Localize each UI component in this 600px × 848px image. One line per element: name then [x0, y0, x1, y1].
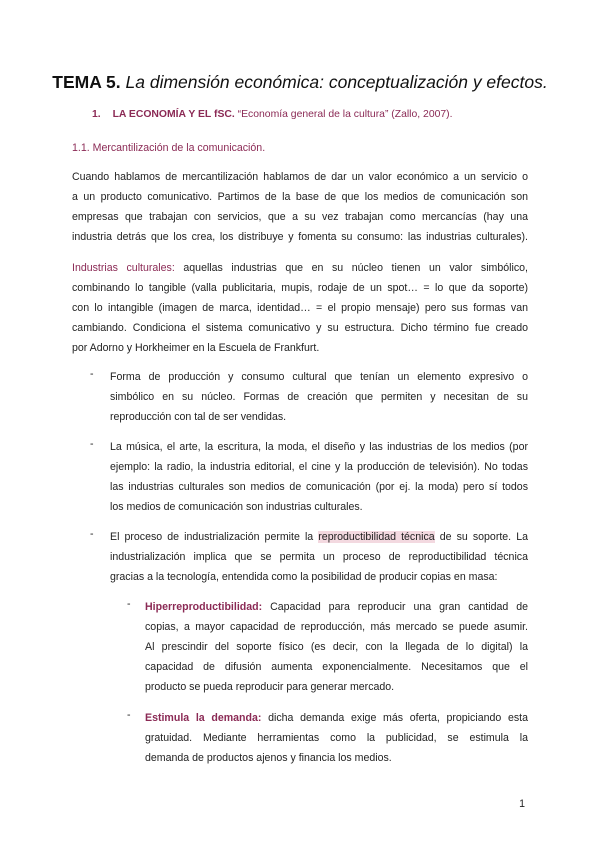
- bullet-item-industrializacion: [110, 527, 528, 587]
- paragraph-industrias-culturales: [72, 258, 528, 358]
- text-fragment: aquellas industrias que en su núcleo tienen un valor simbólico,: [183, 262, 528, 274]
- text-line: copias, a mayor capacidad de reproducción, más mercado se puede asumir.: [145, 621, 528, 633]
- page-number: 1: [519, 798, 525, 810]
- text-line: demanda de productos ajenos y financia los medios.: [145, 752, 392, 764]
- text-line: a un producto comunicativo. Partimos de la base de que los medios de comunicación son: [72, 191, 528, 203]
- text-line: simbólico en su núcleo. Formas de creación que permiten y necesitan de su: [110, 391, 528, 403]
- bullet-marker: -: [90, 438, 94, 450]
- text-line: [145, 708, 528, 728]
- paragraph-mercantilizacion: [72, 167, 528, 247]
- subbullet-marker: -: [127, 709, 131, 721]
- bullet-item-forma-produccion: [110, 367, 528, 427]
- text-line: gracias a la tecnología, entendida como la posibilidad de producir copias en masa:: [110, 571, 498, 583]
- text-fragment: El proceso de industrialización permite la: [110, 531, 314, 543]
- bullet-item-musica-arte: [110, 437, 528, 517]
- text-line: por Adorno y Horkheimer en la Escuela de Frankfurt.: [72, 342, 320, 354]
- text-line: las industrias culturales son medios de comunicación (por ej. la moda) pero sí todos: [110, 481, 528, 493]
- text-line: los medios de comunicación son industrias culturales.: [110, 501, 363, 513]
- text-line: gratuidad. Mediante herramientas como la publicidad, se estimula la: [145, 732, 528, 744]
- bullet-marker: -: [90, 528, 94, 540]
- text-line: combinando lo tangible (valla publicitaria, mupis, rodaje de un spot… = lo que da soporte): [72, 282, 528, 294]
- section-label: LA ECONOMÍA Y EL fSC.: [112, 109, 235, 120]
- text-line: industria detrás que los crea, los distribuye y fomenta su consumo: las industrias culturales).: [72, 231, 528, 243]
- subbullet-marker: -: [127, 598, 131, 610]
- text-line: cambiando. Condiciona el sistema comunicativo y su estructura. Dicho término fue creado: [72, 322, 528, 334]
- highlight-reproductibilidad: reproductibilidad técnica: [318, 531, 435, 543]
- text-line: reproducción con tal de ser vendidas.: [110, 411, 287, 423]
- text-line: Cuando hablamos de mercantilización hablamos de dar un valor económico a un servicio o: [72, 171, 528, 183]
- text-line: producto se pueda reproducir para generar mercado.: [145, 681, 395, 693]
- text-line: [145, 597, 528, 617]
- text-line: capacidad de difusión aumenta exponencialmente. Necesitamos que el: [145, 661, 528, 673]
- title-lead: TEMA 5.: [52, 72, 121, 92]
- text-line: ejemplo: la radio, la industria editorial, el cine y la producción de televisión). No todas: [110, 461, 528, 473]
- subbullet-estimula-demanda: [145, 708, 528, 768]
- term-estimula-demanda: Estimula la demanda:: [145, 712, 262, 724]
- text-fragment: Capacidad para reproducir una gran cantidad de: [270, 601, 529, 613]
- text-line: industrialización implica que se permita un proceso de reproductibilidad técnica: [110, 551, 528, 563]
- subbullet-hiperreproductibilidad: [145, 597, 528, 697]
- text-line: empresas que trabajan con servicios, que a su vez trabajan como mercancías (hay una: [72, 211, 528, 223]
- text-line: con lo intangible (imagen de marca, identidad… = el propio mensaje) pero sus formas van: [72, 302, 528, 314]
- term-industrias-culturales: Industrias culturales:: [72, 262, 175, 274]
- section-heading: [92, 109, 453, 120]
- page-title: [0, 72, 600, 93]
- subsection-heading: 1.1. Mercantilización de la comunicación.: [72, 142, 266, 154]
- section-number: 1.: [92, 109, 101, 120]
- text-line: [110, 527, 528, 547]
- text-line: Forma de producción y consumo cultural que tenían un elemento expresivo o: [110, 371, 528, 383]
- text-line: La música, el arte, la escritura, la moda, el diseño y las industrias de los medios (por: [110, 441, 528, 453]
- title-rest: La dimensión económica: conceptualización y efectos.: [125, 72, 548, 92]
- section-quote: “Economía general de la cultura” (Zallo, 2007).: [237, 109, 453, 120]
- text-line: Al prescindir del soporte físico (es decir, con la llegada de lo digital) la: [145, 641, 528, 653]
- text-line: [72, 258, 528, 278]
- bullet-marker: -: [90, 368, 94, 380]
- text-fragment: de su soporte. La: [439, 531, 528, 543]
- term-hiperreproductibilidad: Hiperreproductibilidad:: [145, 601, 263, 613]
- text-fragment: dicha demanda exige más oferta, propiciando esta: [268, 712, 528, 724]
